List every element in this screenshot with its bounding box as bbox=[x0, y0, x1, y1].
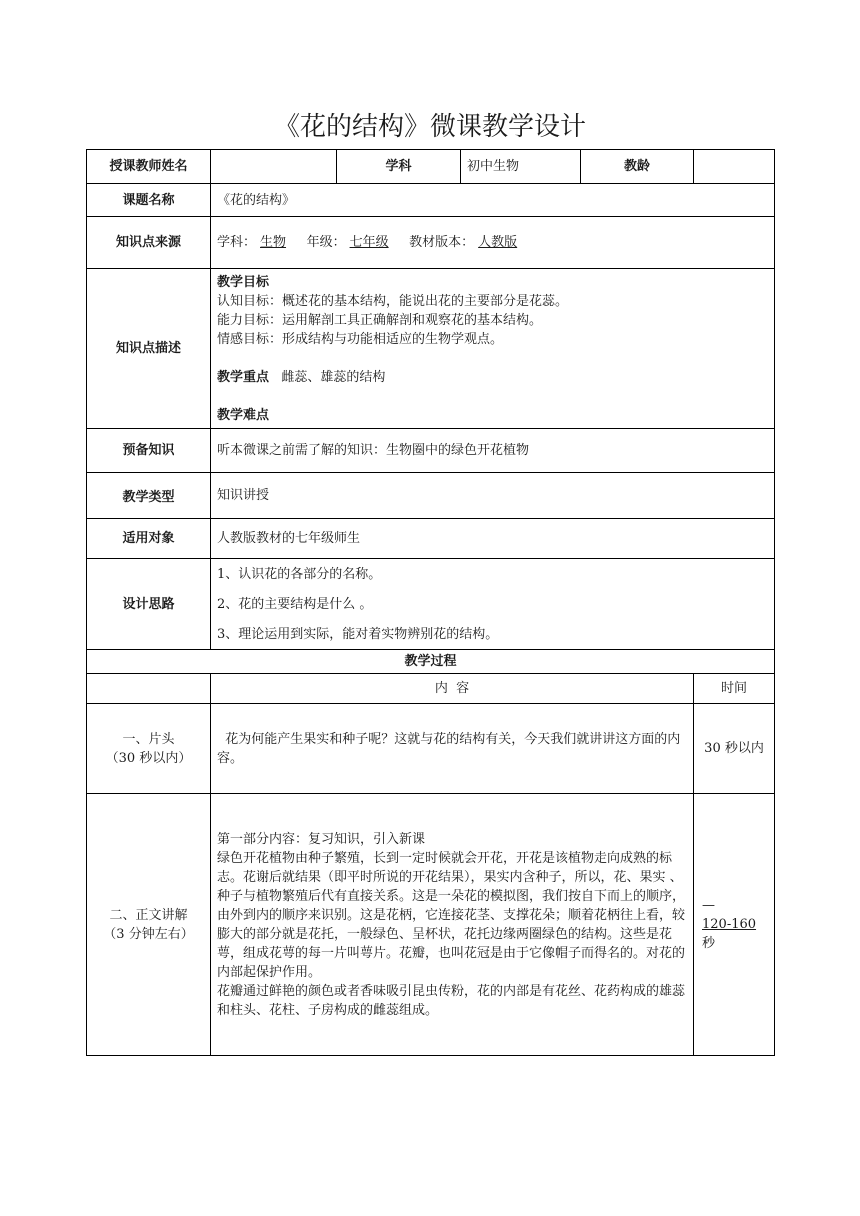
type-row bbox=[87, 473, 775, 519]
source-grade-prefix: 年级： bbox=[306, 235, 346, 250]
goal-item: 认知目标：概述花的基本结构，能说出花的主要部分是花蕊。 bbox=[217, 293, 569, 309]
goal-item: 能力目标：运用解剖工具正确解剖和观察花的基本结构。 bbox=[217, 312, 543, 328]
subject-value: 初中生物 bbox=[461, 150, 581, 184]
process-row-main bbox=[87, 794, 775, 1056]
design-label: 设计思路 bbox=[87, 559, 211, 650]
source-edition-prefix: 教材版本： bbox=[409, 235, 475, 250]
stage-note: （3 分钟左右） bbox=[103, 926, 194, 942]
content-cell: 花为何能产生果实和种子呢？这就与花的结构有关，今天我们就讲讲这方面的内容。 bbox=[211, 704, 694, 794]
stage-name: 一、片头 bbox=[122, 731, 175, 747]
design-item: 1、认识花的各部分的名称。 bbox=[217, 566, 382, 582]
source-subject-prefix: 学科： bbox=[217, 235, 257, 250]
time-value: 120-160 bbox=[702, 917, 757, 932]
time-cell bbox=[694, 794, 775, 1056]
description-label: 知识点描述 bbox=[87, 269, 211, 429]
source-grade: 七年级 bbox=[349, 235, 389, 250]
design-item: 2、花的主要结构是什么 。 bbox=[217, 596, 373, 612]
goal-item: 情感目标：形成结构与功能相适应的生物学观点。 bbox=[217, 331, 504, 347]
process-heading-row bbox=[87, 650, 775, 674]
type-label: 教学类型 bbox=[87, 473, 211, 519]
content-cell bbox=[211, 794, 694, 1056]
time-header: 时间 bbox=[694, 674, 775, 704]
time-dash: — bbox=[702, 898, 716, 913]
audience-row bbox=[87, 519, 775, 559]
time-unit: 秒 bbox=[702, 936, 716, 951]
topic-label: 课题名称 bbox=[87, 184, 211, 217]
design-value bbox=[211, 559, 775, 650]
description-value bbox=[211, 269, 775, 429]
prior-row bbox=[87, 429, 775, 473]
process-header-row bbox=[87, 674, 775, 704]
topic-row bbox=[87, 184, 775, 217]
type-value: 知识讲授 bbox=[211, 473, 775, 519]
design-row bbox=[87, 559, 775, 650]
prior-label: 预备知识 bbox=[87, 429, 211, 473]
content-line: 第一部分内容：复习知识，引入新课 bbox=[217, 831, 426, 847]
teacher-row bbox=[87, 150, 775, 184]
prior-value: 听本微课之前需了解的知识：生物圈中的绿色开花植物 bbox=[211, 429, 775, 473]
lesson-design-table bbox=[86, 149, 775, 1056]
focus-heading: 教学重点 bbox=[217, 369, 270, 385]
time-cell: 30 秒以内 bbox=[694, 704, 775, 794]
teacher-label: 授课教师姓名 bbox=[87, 150, 211, 184]
stage-name: 二、正文讲解 bbox=[109, 907, 188, 923]
stage-header bbox=[87, 674, 211, 704]
stage-cell bbox=[87, 704, 211, 794]
source-subject: 生物 bbox=[260, 235, 287, 250]
description-row bbox=[87, 269, 775, 429]
process-heading: 教学过程 bbox=[87, 650, 775, 674]
content-header: 内 容 bbox=[211, 674, 694, 704]
page-title: 《花的结构》微课教学设计 bbox=[273, 112, 586, 142]
process-row-intro bbox=[87, 704, 775, 794]
source-edition: 人教版 bbox=[478, 235, 518, 250]
age-label: 教龄 bbox=[581, 150, 694, 184]
focus-text: 雌蕊、雄蕊的结构 bbox=[281, 369, 386, 385]
teacher-value bbox=[211, 150, 337, 184]
design-item: 3、理论运用到实际，能对着实物辨别花的结构。 bbox=[217, 626, 499, 642]
age-value bbox=[694, 150, 775, 184]
source-value bbox=[211, 217, 775, 269]
content-line: 花瓣通过鲜艳的颜色或者香味吸引昆虫传粉，花的内部是有花丝、花药构成的雄蕊和柱头、花柱、子房构成的雌蕊组成。 bbox=[217, 983, 686, 1018]
source-label: 知识点来源 bbox=[87, 217, 211, 269]
stage-note: （30 秒以内） bbox=[105, 750, 192, 766]
stage-cell bbox=[87, 794, 211, 1056]
topic-value: 《花的结构》 bbox=[211, 184, 775, 217]
audience-value: 人教版教材的七年级师生 bbox=[211, 519, 775, 559]
goals-heading: 教学目标 bbox=[217, 274, 270, 290]
subject-label: 学科 bbox=[337, 150, 461, 184]
difficulty-heading: 教学难点 bbox=[217, 407, 270, 423]
audience-label: 适用对象 bbox=[87, 519, 211, 559]
content-line: 绿色开花植物由种子繁殖，长到一定时候就会开花，开花是该植物走向成熟的标志。花谢后就结果（即平时所说的开花结果），果实内含种子，所以，花、果实 、种子与植物繁殖后代有直接关系。这是一朵花的模拟图，我们按自下而上的顺序，由外到内的顺序来识别。这是花柄，它连接花茎、支撑花朵；顺着花柄往上看，较膨大的部分就是花托，一般绿色、呈杯状，花托边缘两圈绿色的结构。这些是花萼，组成花萼的每一片叫萼片。花瓣，也叫花冠是由于它像帽子而得名的。对花的内部起保护作用。 bbox=[217, 850, 686, 980]
source-row bbox=[87, 217, 775, 269]
